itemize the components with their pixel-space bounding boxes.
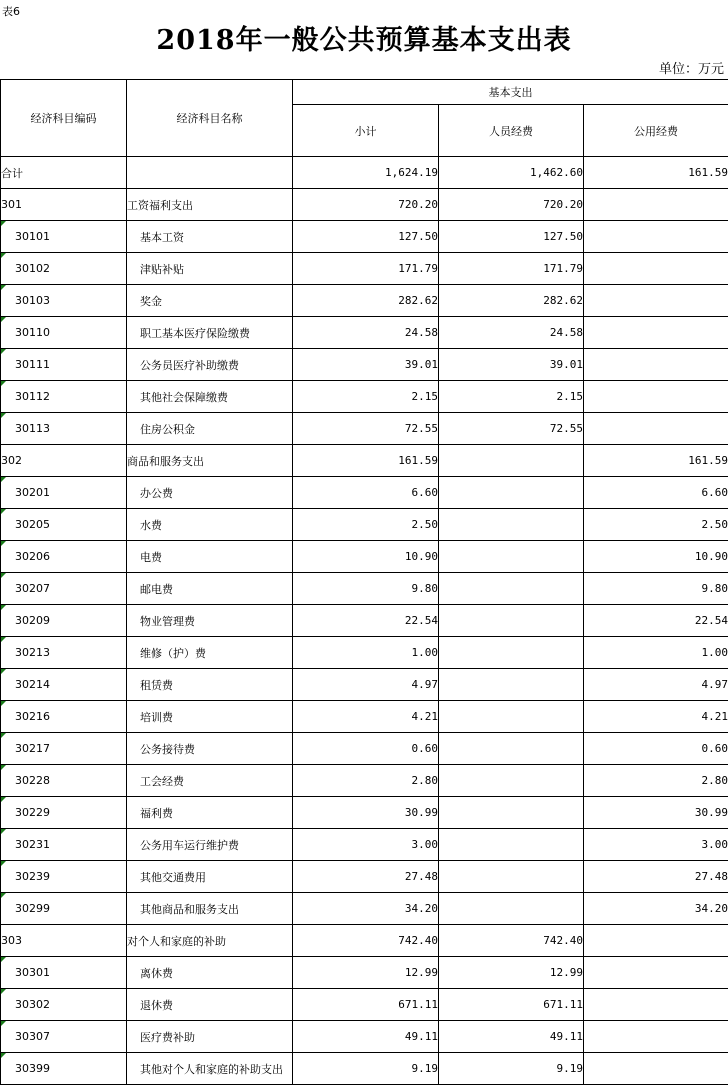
table-row [1, 509, 728, 541]
page-title: 2018年一般公共预算基本支出表 [156, 25, 572, 56]
row-personnel [439, 541, 584, 573]
row-personnel [439, 797, 584, 829]
row-subtotal: 27.48 [293, 861, 439, 893]
row-code: 合计 [1, 157, 127, 189]
table-row [1, 637, 728, 669]
row-personnel: 9.19 [439, 1053, 584, 1085]
row-code: 30307 [1, 1021, 127, 1053]
row-public [584, 1021, 728, 1053]
row-name: 基本工资 [127, 221, 293, 253]
col-header-code: 经济科目编码 [1, 80, 127, 157]
row-public [584, 925, 728, 957]
row-name: 对个人和家庭的补助 [127, 925, 293, 957]
row-personnel: 742.40 [439, 925, 584, 957]
row-personnel: 720.20 [439, 189, 584, 221]
row-name: 其他社会保障缴费 [127, 381, 293, 413]
table-row [1, 989, 728, 1021]
row-name: 物业管理费 [127, 605, 293, 637]
row-public: 3.00 [584, 829, 728, 861]
row-public: 0.60 [584, 733, 728, 765]
row-public [584, 381, 728, 413]
row-code: 30302 [1, 989, 127, 1021]
row-name: 公务接待费 [127, 733, 293, 765]
row-code: 30112 [1, 381, 127, 413]
row-personnel: 72.55 [439, 413, 584, 445]
row-subtotal: 1,624.19 [293, 157, 439, 189]
header-row [1, 80, 728, 105]
table-row [1, 477, 728, 509]
row-name: 其他商品和服务支出 [127, 893, 293, 925]
row-subtotal: 671.11 [293, 989, 439, 1021]
row-public: 27.48 [584, 861, 728, 893]
row-public: 30.99 [584, 797, 728, 829]
row-code: 30216 [1, 701, 127, 733]
row-personnel [439, 509, 584, 541]
row-subtotal: 22.54 [293, 605, 439, 637]
table-row [1, 349, 728, 381]
col-header-subtotal: 小计 [293, 105, 439, 157]
table-row [1, 221, 728, 253]
row-code: 30113 [1, 413, 127, 445]
row-public [584, 989, 728, 1021]
row-name: 离休费 [127, 957, 293, 989]
table-row [1, 861, 728, 893]
row-public: 22.54 [584, 605, 728, 637]
row-code: 30101 [1, 221, 127, 253]
row-personnel [439, 445, 584, 477]
row-personnel [439, 477, 584, 509]
row-name: 工会经费 [127, 765, 293, 797]
table-row [1, 413, 728, 445]
row-code: 30111 [1, 349, 127, 381]
table-row [1, 381, 728, 413]
row-public: 6.60 [584, 477, 728, 509]
row-public: 10.90 [584, 541, 728, 573]
row-name: 邮电费 [127, 573, 293, 605]
row-name [127, 157, 293, 189]
col-header-basic: 基本支出 [293, 80, 728, 105]
row-name: 奖金 [127, 285, 293, 317]
table-body [1, 157, 728, 1085]
table-row [1, 189, 728, 221]
row-code: 302 [1, 445, 127, 477]
row-code: 30299 [1, 893, 127, 925]
row-subtotal: 0.60 [293, 733, 439, 765]
row-code: 30214 [1, 669, 127, 701]
table-row [1, 829, 728, 861]
row-subtotal: 127.50 [293, 221, 439, 253]
row-subtotal: 6.60 [293, 477, 439, 509]
col-header-personnel: 人员经费 [439, 105, 584, 157]
row-code: 30103 [1, 285, 127, 317]
table-row [1, 253, 728, 285]
row-code: 303 [1, 925, 127, 957]
row-name: 工资福利支出 [127, 189, 293, 221]
row-personnel: 282.62 [439, 285, 584, 317]
row-name: 租赁费 [127, 669, 293, 701]
row-code: 30206 [1, 541, 127, 573]
row-personnel [439, 861, 584, 893]
row-subtotal: 2.80 [293, 765, 439, 797]
row-subtotal: 72.55 [293, 413, 439, 445]
row-public [584, 253, 728, 285]
row-name: 津贴补贴 [127, 253, 293, 285]
row-subtotal: 34.20 [293, 893, 439, 925]
table-row [1, 733, 728, 765]
row-subtotal: 282.62 [293, 285, 439, 317]
row-public: 2.50 [584, 509, 728, 541]
table-row [1, 605, 728, 637]
row-subtotal: 4.21 [293, 701, 439, 733]
row-code: 30217 [1, 733, 127, 765]
table-row [1, 541, 728, 573]
row-code: 30231 [1, 829, 127, 861]
row-subtotal: 2.50 [293, 509, 439, 541]
row-personnel [439, 637, 584, 669]
row-code: 30213 [1, 637, 127, 669]
row-subtotal: 9.80 [293, 573, 439, 605]
row-name: 培训费 [127, 701, 293, 733]
budget-table [0, 79, 728, 1085]
row-personnel: 12.99 [439, 957, 584, 989]
row-public: 4.21 [584, 701, 728, 733]
row-code: 30110 [1, 317, 127, 349]
row-name: 其他交通费用 [127, 861, 293, 893]
row-subtotal: 49.11 [293, 1021, 439, 1053]
row-subtotal: 2.15 [293, 381, 439, 413]
table-number-label: 表6 [2, 5, 20, 18]
row-personnel [439, 701, 584, 733]
row-public [584, 189, 728, 221]
table-row [1, 285, 728, 317]
row-personnel [439, 605, 584, 637]
table-row [1, 893, 728, 925]
row-public: 9.80 [584, 573, 728, 605]
row-subtotal: 10.90 [293, 541, 439, 573]
row-public: 161.59 [584, 445, 728, 477]
row-subtotal: 24.58 [293, 317, 439, 349]
table-row [1, 157, 728, 189]
row-personnel: 171.79 [439, 253, 584, 285]
table-row [1, 1053, 728, 1085]
row-name: 商品和服务支出 [127, 445, 293, 477]
row-public: 1.00 [584, 637, 728, 669]
row-personnel: 671.11 [439, 989, 584, 1021]
row-name: 公务员医疗补助缴费 [127, 349, 293, 381]
col-header-public: 公用经费 [584, 105, 728, 157]
table-row [1, 573, 728, 605]
row-name: 电费 [127, 541, 293, 573]
row-personnel [439, 733, 584, 765]
table-row [1, 797, 728, 829]
row-subtotal: 12.99 [293, 957, 439, 989]
row-name: 退休费 [127, 989, 293, 1021]
row-code: 30399 [1, 1053, 127, 1085]
col-header-name: 经济科目名称 [127, 80, 293, 157]
row-personnel [439, 765, 584, 797]
row-subtotal: 720.20 [293, 189, 439, 221]
row-personnel: 127.50 [439, 221, 584, 253]
row-personnel: 39.01 [439, 349, 584, 381]
table-row [1, 925, 728, 957]
row-code: 30207 [1, 573, 127, 605]
row-personnel [439, 829, 584, 861]
row-name: 福利费 [127, 797, 293, 829]
row-public: 2.80 [584, 765, 728, 797]
row-subtotal: 3.00 [293, 829, 439, 861]
row-code: 30239 [1, 861, 127, 893]
row-code: 30209 [1, 605, 127, 637]
row-public [584, 221, 728, 253]
row-subtotal: 171.79 [293, 253, 439, 285]
row-name: 医疗费补助 [127, 1021, 293, 1053]
row-public [584, 285, 728, 317]
row-name: 水费 [127, 509, 293, 541]
row-public [584, 349, 728, 381]
row-name: 公务用车运行维护费 [127, 829, 293, 861]
row-personnel [439, 893, 584, 925]
row-name: 其他对个人和家庭的补助支出 [127, 1053, 293, 1085]
table-row [1, 445, 728, 477]
row-personnel: 2.15 [439, 381, 584, 413]
row-code: 30301 [1, 957, 127, 989]
row-name: 办公费 [127, 477, 293, 509]
table-row [1, 701, 728, 733]
row-personnel: 1,462.60 [439, 157, 584, 189]
table-row [1, 669, 728, 701]
unit-label: 单位：万元 [658, 62, 724, 77]
row-code: 30102 [1, 253, 127, 285]
row-subtotal: 742.40 [293, 925, 439, 957]
row-personnel: 49.11 [439, 1021, 584, 1053]
row-public: 161.59 [584, 157, 728, 189]
table-row [1, 1021, 728, 1053]
row-personnel: 24.58 [439, 317, 584, 349]
table-row [1, 317, 728, 349]
row-public [584, 317, 728, 349]
row-public: 34.20 [584, 893, 728, 925]
row-name: 职工基本医疗保险缴费 [127, 317, 293, 349]
row-subtotal: 9.19 [293, 1053, 439, 1085]
row-public: 4.97 [584, 669, 728, 701]
row-subtotal: 39.01 [293, 349, 439, 381]
table-row [1, 957, 728, 989]
row-subtotal: 30.99 [293, 797, 439, 829]
row-public [584, 1053, 728, 1085]
row-code: 301 [1, 189, 127, 221]
row-public [584, 957, 728, 989]
row-code: 30201 [1, 477, 127, 509]
row-name: 住房公积金 [127, 413, 293, 445]
row-code: 30205 [1, 509, 127, 541]
row-subtotal: 1.00 [293, 637, 439, 669]
row-subtotal: 4.97 [293, 669, 439, 701]
table-row [1, 765, 728, 797]
row-personnel [439, 573, 584, 605]
row-code: 30229 [1, 797, 127, 829]
row-personnel [439, 669, 584, 701]
row-subtotal: 161.59 [293, 445, 439, 477]
row-public [584, 413, 728, 445]
row-code: 30228 [1, 765, 127, 797]
row-name: 维修（护）费 [127, 637, 293, 669]
